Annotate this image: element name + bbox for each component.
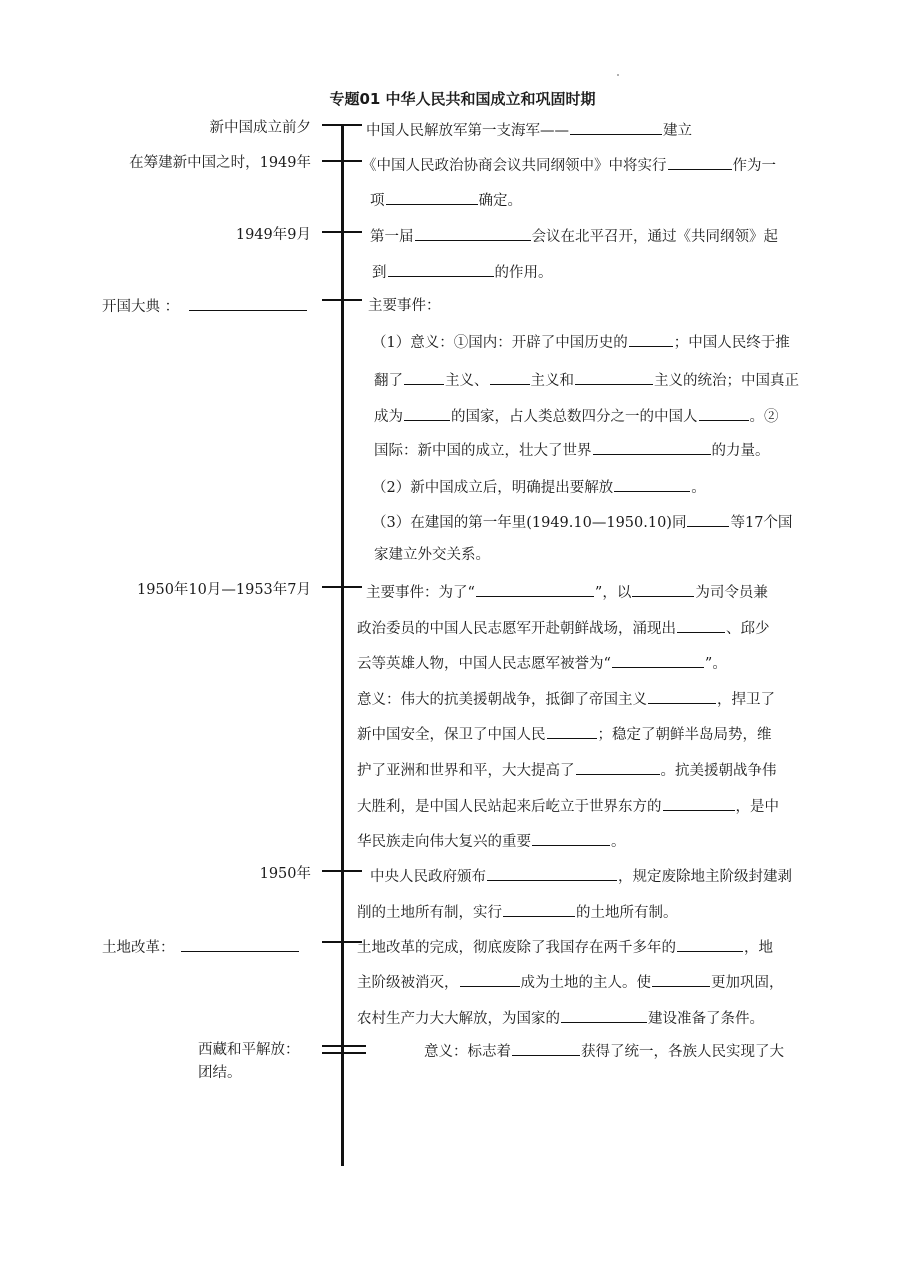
point-3-line-1: （3）在建国的第一年里(1949.10—1950.10)同 等17个国 [372,511,792,533]
blank[interactable] [404,405,450,421]
point-3-line-2: 家建立外交关系。 [374,547,490,563]
korea-line-5: 新中国安全，保卫了中国人民 ；稳定了朝鲜半岛局势，维 [357,723,772,745]
timeline-tick-land-reform [322,941,362,943]
label-founding: 开国大典 ： [102,295,308,317]
significance-line-4: 国际：新中国的成立，壮大了世界 的力量。 [374,439,770,461]
navy-line: 中国人民解放军第一支海军—— 建立 [366,119,692,141]
blank[interactable] [570,119,662,135]
blank[interactable] [699,405,749,421]
blank[interactable] [614,476,690,492]
blank[interactable] [490,369,530,385]
cppcc-line-2: 到 的作用。 [372,261,553,283]
land-reform-line-2: 主阶级被消灭， 成为土地的主人。使 更加巩固， [357,971,784,993]
label-1950: 1950年 [259,866,311,882]
korea-line-1: 主要事件：为了“ ”，以 为司令员兼 [366,581,768,603]
blank[interactable] [532,830,610,846]
tibet-significance: 意义：标志着 获得了统一，各族人民实现了大 [424,1040,784,1062]
blank[interactable] [575,369,653,385]
blank[interactable] [677,617,725,633]
land-reform-line-3: 农村生产力大大解放，为国家的 建设准备了条件。 [357,1007,764,1029]
korea-line-8: 华民族走向伟大复兴的重要 。 [357,830,626,852]
blank[interactable] [189,295,307,311]
blank[interactable] [388,261,494,277]
blank[interactable] [629,331,673,347]
cppcc-line-1: 第一届 会议在北平召开，通过《共同纲领》起 [370,225,778,247]
blank[interactable] [547,723,597,739]
blank[interactable] [652,971,710,987]
land-law-line-2: 削的土地所有制，实行 的土地所有制。 [357,901,678,923]
label-preparing: 在筹建新中国之时，1949年 [129,155,311,171]
timeline-tick-korea [322,586,362,588]
blank[interactable] [612,652,704,668]
blank[interactable] [668,154,732,170]
blank[interactable] [687,511,729,527]
blank[interactable] [503,901,575,917]
label-tibet-cont: 团结。 [198,1065,242,1081]
point-2: （2）新中国成立后，明确提出要解放 。 [372,476,706,498]
page-title: 专题01 中华人民共和国成立和巩固时期 [329,90,596,108]
blank[interactable] [576,759,660,775]
program-line-1: 《中国人民政治协商会议共同纲领中》中将实行 作为一 [362,154,776,176]
significance-line-1: （1）意义：①国内：开辟了中国历史的 ；中国人民终于推 [372,331,790,353]
blank[interactable] [460,971,520,987]
timeline-tick-eve [322,124,362,126]
blank[interactable] [648,688,716,704]
blank[interactable] [677,936,743,952]
blank[interactable] [561,1007,647,1023]
scan-speck [617,74,619,76]
label-tibet: 西藏和平解放： [198,1042,300,1058]
timeline-tick-founding [322,299,362,301]
land-reform-line-1: 土地改革的完成，彻底废除了我国存在两千多年的 ，地 [357,936,773,958]
blank[interactable] [181,936,299,952]
timeline-tick-1949 [322,160,362,162]
timeline-tick-tibet-a [322,1045,366,1047]
korea-line-6: 护了亚洲和世界和平，大大提高了 。抗美援朝战争伟 [357,759,777,781]
blank[interactable] [404,369,444,385]
timeline-tick-1950 [322,870,362,872]
timeline-tick-tibet-b [322,1052,366,1054]
blank[interactable] [632,581,694,597]
korea-line-3: 云等英雄人物，中国人民志愿军被誉为“ ”。 [357,652,727,674]
program-line-2: 项 确定。 [370,189,522,211]
label-korea: 1950年10月—1953年7月 [137,582,311,598]
timeline-tick-sept1949 [322,231,362,233]
blank[interactable] [476,581,594,597]
blank[interactable] [487,865,617,881]
significance-line-2: 翻了 主义、 主义和 主义的统治；中国真正 [374,369,799,391]
blank[interactable] [593,439,711,455]
korea-line-7: 大胜利，是中国人民站起来后屹立于世界东方的 ，是中 [357,795,779,817]
land-law-line-1: 中央人民政府颁布 ，规定废除地主阶级封建剥 [370,865,792,887]
label-land-reform: 土地改革： [102,936,300,958]
blank[interactable] [386,189,478,205]
blank[interactable] [512,1040,580,1056]
significance-line-3: 成为 的国家，占人类总数四分之一的中国人 。② [374,405,779,427]
timeline-axis [341,126,344,1166]
label-eve: 新中国成立前夕 [209,120,311,136]
korea-line-2: 政治委员的中国人民志愿军开赴朝鲜战场，涌现出 、邱少 [357,617,770,639]
blank[interactable] [663,795,735,811]
blank[interactable] [415,225,531,241]
korea-line-4: 意义：伟大的抗美援朝战争，抵御了帝国主义 ，捍卫了 [357,688,775,710]
founding-main-events: 主要事件： [368,298,441,314]
label-sept1949: 1949年9月 [235,227,311,243]
